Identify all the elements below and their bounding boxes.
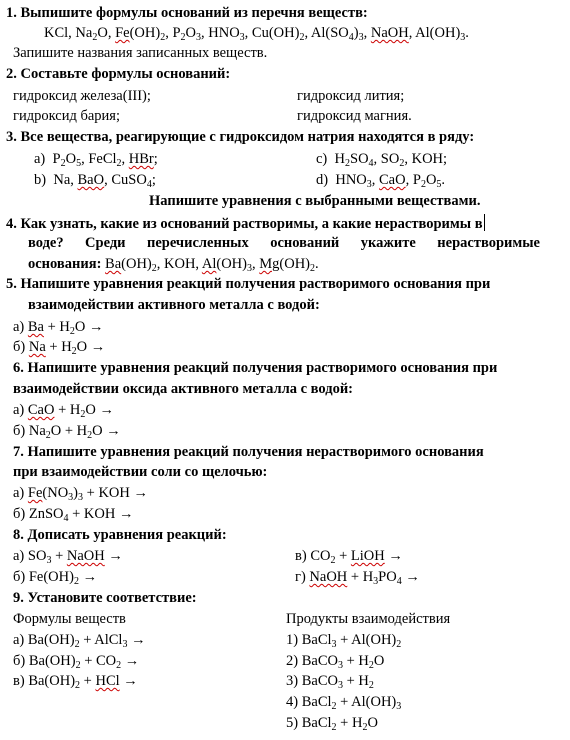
task-2-item: гидроксид железа(III); (13, 88, 151, 104)
task-5-equation-a: а) $Ba + H_2O$ → (13, 319, 104, 337)
task-2-item: гидроксид магния. (297, 108, 412, 124)
task-3-option-a: a) $P_2O_5$, FeCl$_2$, HBr; (34, 151, 158, 169)
task-9-formula-a: а) $Ba(OH)_2$ + AlCl$_3$ → (13, 632, 146, 650)
task-1-heading: 1. Выпишите формулы оснований из перечня веществ: (6, 5, 368, 21)
task-8-equation-b: б) $Fe(OH)_2$ → (13, 569, 98, 587)
task-2-item: гидроксид лития; (297, 88, 405, 104)
task-4-line-2: воде? Среди перечисленных оснований укажите нерастворимые (28, 235, 540, 251)
task-6-line-1: 6. Напишите уравнения реакций получения растворимого основания при (13, 360, 498, 376)
task-2-heading: 2. Составьте формулы оснований: (6, 66, 231, 82)
task-9-heading: 9. Установите соответствие: (13, 590, 197, 606)
task-9-formula-b: б) $Ba(OH)_2 + CO_2$ → (13, 653, 140, 671)
task-5-line-1: 5. Напишите уравнения реакций получения растворимого основания при (6, 276, 491, 292)
text-cursor (484, 214, 485, 231)
task-3-option-c: c) $H_2SO_4$, $SO_2$, KOH; (316, 151, 448, 169)
task-8-equation-g: г) NaOH + $H_3PO_4$ → (295, 569, 420, 587)
task-9-left-title: Формулы веществ (13, 611, 126, 627)
task-8-heading: 8. Дописать уравнения реакций: (13, 527, 227, 543)
task-1-note: Запишите названия записанных веществ. (13, 45, 268, 61)
task-7-line-1: 7. Напишите уравнения реакций получения нерастворимого основания (13, 444, 484, 460)
task-3-heading: 3. Все вещества, реагирующие с гидроксидом натрия находятся в ряду: (6, 129, 475, 145)
task-6-equation-b: б) $Na_2O + H_2O$ → (13, 423, 121, 441)
task-7-equation-b: б) ZnSO$_4$ + KOH → (13, 506, 134, 524)
task-6-line-2: взаимодействии оксида активного металла с водой: (13, 381, 354, 397)
task-7-equation-a: а) $Fe(NO_3)_3$ + KOH → (13, 485, 148, 503)
task-9-product-3: 3) BaCO$_3$ + $H_2$ (286, 673, 374, 691)
task-2-item: гидроксид бария; (13, 108, 120, 124)
task-3-subheading: Напишите уравнения с выбранными веществами. (149, 193, 481, 209)
task-9-right-title: Продукты взаимодействия (286, 611, 451, 627)
task-9-product-4: 4) BaCl$_2$ + $Al(OH)_3$ (286, 694, 402, 712)
task-5-line-2: взаимодействии активного металла с водой: (28, 297, 320, 313)
task-8-equation-a: а) $SO_3$ + NaOH → (13, 548, 123, 566)
task-4-line-1: 4. Как узнать, какие из оснований растворимы, а какие нерастворимы в (6, 216, 483, 232)
task-5-equation-b: б) $Na + H_2O$ → (13, 339, 106, 357)
task-3-option-d: d) $HNO_3$, CaO, $P_2O_5$. (316, 172, 446, 190)
task-7-line-2: при взаимодействии соли со щелочью: (13, 464, 268, 480)
task-8-equation-v: в) $CO_2$ + LiOH → (295, 548, 403, 566)
task-3-option-b: b) Na, BaO, CuSO$_4$; (34, 172, 156, 190)
task-6-equation-a: а) CaO + $H_2O$ → (13, 402, 114, 420)
task-9-product-2: 2) BaCO$_3$ + $H_2O$ (286, 653, 385, 671)
task-9-formula-v: в) $Ba(OH)_2$ + HCl → (13, 673, 138, 691)
task-1-substance-list: KCl, $Na_2O$, $Fe(OH)_2$, $P_2O_3$, $HNO_3$, $Cu(OH)_2$, $Al(SO_4)_3$, NaOH, $Al(OH)_3$. (44, 25, 469, 43)
task-4-line-3: основания: $Ba(OH)_2$, KOH, $Al(OH)_3$, $Mg(OH)_2$. (28, 256, 319, 274)
task-9-product-1: 1) BaCl$_3$ + $Al(OH)_2$ (286, 632, 402, 650)
task-9-product-5: 5) BaCl$_2$ + $H_2O$ (286, 715, 378, 733)
